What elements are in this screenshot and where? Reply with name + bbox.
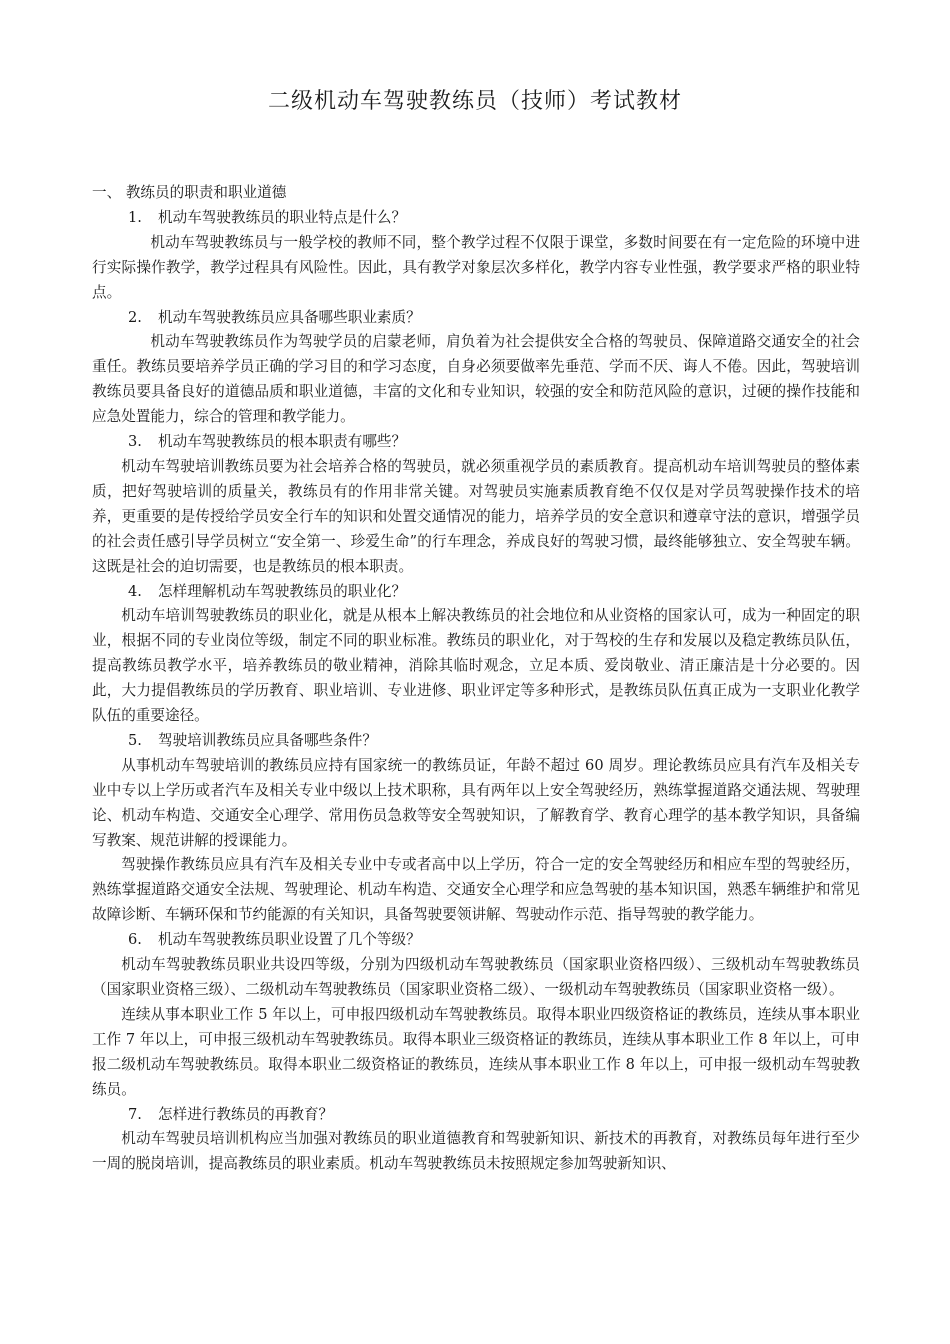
question-3 — [92, 430, 860, 455]
answer-paragraph: 机动车培训驾驶教练员的职业化，就是从根本上解决教练员的社会地位和从业资格的国家认可，成为一种固定的职业，根据不同的专业岗位等级，制定不同的职业标准。教练员的职业化，对于驾校的生存和发展以及稳定教练员队伍，提高教练员教学水平，培养教练员的敬业精神，消除其临时观念，立足本质、爱岗敬业、清正廉洁是十分必要的。因此，大力提倡教练员的学历教育、职业培训、专业进修、职业评定等多种形式，是教练员队伍真正成为一支职业化教学队伍的重要途径。 — [92, 607, 860, 725]
question-number: 2. — [128, 308, 142, 326]
question-7 — [92, 1103, 860, 1128]
answer-paragraph: 机动车驾驶教练员与一般学校的教师不同，整个教学过程不仅限于课堂，多数时间要在有一定危险的环境中进行实际操作教学，教学过程具有风险性。因此，具有教学对象层次多样化，教学内容专业性强，教学要求严格的职业特点。 — [92, 233, 860, 301]
question-text: 机动车驾驶教练员应具备哪些职业素质？ — [158, 308, 421, 326]
question-2 — [92, 306, 860, 331]
question-number: 4. — [128, 582, 142, 600]
document-body — [92, 181, 860, 1177]
question-number: 6. — [128, 931, 142, 949]
question-5 — [92, 729, 860, 754]
question-number: 1. — [128, 208, 142, 226]
answer-paragraph: 机动车驾驶员培训机构应当加强对教练员的职业道德教育和驾驶新知识、新技术的再教育，对教练员每年进行至少一周的脱岗培训，提高教练员的职业素质。机动车驾驶教练员未按照规定参加驾驶新知识、 — [92, 1130, 860, 1173]
section-heading: 一、 教练员的职责和职业道德 — [92, 184, 287, 201]
question-number: 5. — [128, 731, 142, 749]
question-text: 怎样理解机动车驾驶教练员的职业化？ — [158, 582, 407, 600]
question-number: 3. — [128, 433, 142, 451]
question-text: 机动车驾驶教练员的根本职责有哪些？ — [158, 433, 407, 451]
answer-paragraph: 机动车驾驶培训教练员要为社会培养合格的驾驶员，就必须重视学员的素质教育。提高机动车培训驾驶员的整体素质，把好驾驶培训的质量关，教练员有的作用非常关键。对驾驶员实施素质教育绝不仅仅是对学员驾驶操作技术的培养，更重要的是传授给学员安全行车的知识和处置交通情况的能力，培养学员的安全意识和遵章守法的意识，增强学员的社会责任感引导学员树立“安全第一、珍爱生命”的行车理念，养成良好的驾驶习惯，最终能够独立、安全驾驶车辆。这既是社会的迫切需要，也是教练员的根本职责。 — [92, 457, 860, 575]
question-6 — [92, 928, 860, 953]
question-number: 7. — [128, 1105, 142, 1123]
question-4 — [92, 580, 860, 605]
answer-paragraph: 机动车驾驶教练员作为驾驶学员的启蒙老师，肩负着为社会提供安全合格的驾驶员、保障道路交通安全的社会重任。教练员要培养学员正确的学习目的和学习态度，自身必须要做率先垂范、学而不厌、诲人不倦。因此，驾驶培训教练员要具备良好的道德品质和职业道德，丰富的文化和专业知识，较强的安全和防范风险的意识，过硬的操作技能和应急处置能力，综合的管理和教学能力。 — [92, 333, 860, 426]
answer-paragraph: 连续从事本职业工作 5 年以上，可申报四级机动车驾驶教练员。取得本职业四级资格证的教练员，连续从事本职业工作 7 年以上，可申报三级机动车驾驶教练员。取得本职业三级资格证的教练员，连续从事本职业工作 8 年以上，可申报二级机动车驾驶教练员。取得本职业二级资格证的教练员，连续从事本职业工作 8 年以上，可申报一级机动车驾驶教练员。 — [92, 1005, 860, 1098]
answer-paragraph: 机动车驾驶教练员职业共设四等级，分别为四级机动车驾驶教练员（国家职业资格四级）、三级机动车驾驶教练员（国家职业资格三级）、二级机动车驾驶教练员（国家职业资格二级）、一级机动车驾驶教练员（国家职业资格一级）。 — [92, 956, 860, 998]
document-title: 二级机动车驾驶教练员（技师）考试教材 — [267, 89, 682, 114]
answer-paragraph: 从事机动车驾驶培训的教练员应持有国家统一的教练员证，年龄不超过 60 周岁。理论教练员应具有汽车及相关专业中专以上学历或者汽车及相关专业中级以上技术职称，具有两年以上安全驾驶经历，熟练掌握道路交通法规、驾驶理论、机动车构造、交通安全心理学、常用伤员急救等安全驾驶知识，了解教育学、教育心理学的基本教学知识，具备编写教案、规范讲解的授课能力。 — [92, 756, 860, 849]
question-text: 驾驶培训教练员应具备哪些条件？ — [158, 731, 377, 749]
question-text: 怎样进行教练员的再教育？ — [158, 1105, 334, 1123]
answer-paragraph: 驾驶操作教练员应具有汽车及相关专业中专或者高中以上学历，符合一定的安全驾驶经历和相应车型的驾驶经历，熟练掌握道路交通安全法规、驾驶理论、机动车构造、交通安全心理学和应急驾驶的基本知识国，熟悉车辆维护和常见故障诊断、车辆环保和节约能源的有关知识，具备驾驶要领讲解、驾驶动作示范、指导驾驶的教学能力。 — [92, 856, 860, 924]
question-1 — [92, 206, 860, 231]
question-text: 机动车驾驶教练员职业设置了几个等级？ — [158, 931, 421, 949]
question-text: 机动车驾驶教练员的职业特点是什么？ — [158, 208, 407, 226]
